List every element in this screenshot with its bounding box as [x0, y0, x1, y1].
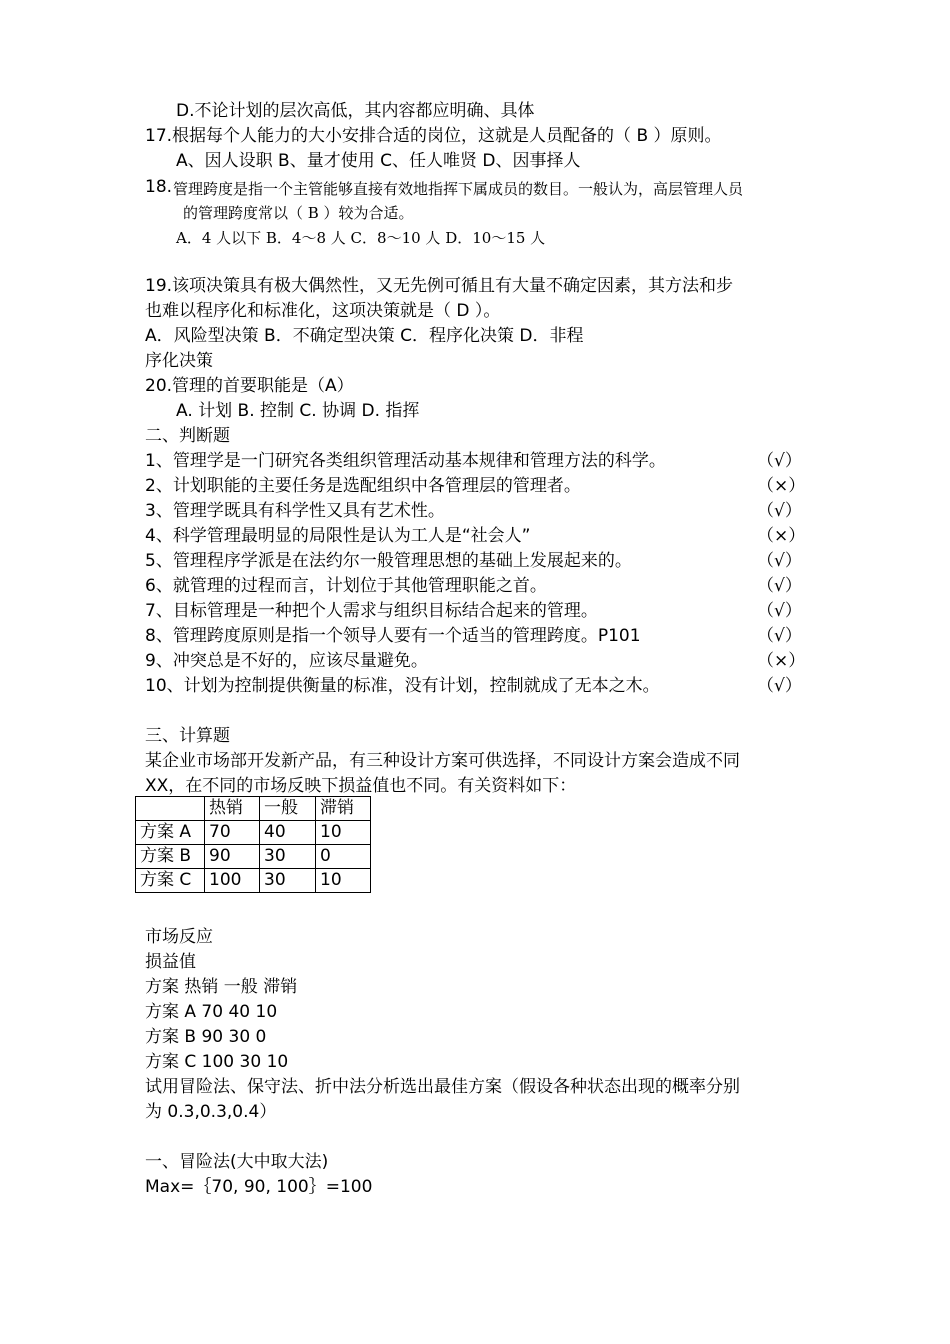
- after-table-line: 方案 B 90 30 0: [145, 1027, 267, 1047]
- q19-options: A．风险型决策 B．不确定型决策 C．程序化决策 D．非程: [145, 326, 584, 346]
- section3-title: 三、计算题: [145, 726, 230, 746]
- method1-formula: Max=｛70, 90, 100｝=100: [145, 1177, 373, 1197]
- judgment-item: 8、管理跨度原则是指一个领导人要有一个适当的管理跨度。P101: [145, 626, 641, 646]
- table-cell: 40: [260, 821, 316, 845]
- section3-intro-line1: 某企业市场部开发新产品，有三种设计方案可供选择，不同设计方案会造成不同: [145, 751, 740, 771]
- table-row: [136, 845, 371, 869]
- judgment-item: 5、管理程序学派是在法约尔一般管理思想的基础上发展起来的。: [145, 551, 632, 571]
- q18-number: 18.: [145, 177, 173, 197]
- table-cell: 方案 C: [136, 869, 205, 893]
- q18-options: A．4 人以下 B．4～8 人 C．8～10 人 D．10～15 人: [176, 229, 546, 247]
- judgment-mark: （√）: [757, 601, 802, 621]
- payoff-table: [135, 796, 371, 893]
- table-header-cell: 一般: [260, 797, 316, 821]
- q18-question-line2: 的管理跨度常以（ B ）较为合适。: [183, 204, 414, 222]
- section2-title: 二、判断题: [145, 426, 230, 446]
- q20-question: 20.管理的首要职能是（A）: [145, 376, 354, 396]
- after-table-line: 市场反应: [145, 927, 213, 947]
- section3-intro-line2: XX，在不同的市场反映下损益值也不同。有关资料如下：: [145, 776, 577, 796]
- judgment-mark: （×）: [757, 526, 806, 546]
- judgment-item: 1、管理学是一门研究各类组织管理活动基本规律和管理方法的科学。: [145, 451, 666, 471]
- judgment-mark: （√）: [757, 576, 802, 596]
- judgment-mark: （√）: [757, 676, 802, 696]
- judgment-item: 7、目标管理是一种把个人需求与组织目标结合起来的管理。: [145, 601, 598, 621]
- table-header-cell: [136, 797, 205, 821]
- judgment-mark: （×）: [757, 651, 806, 671]
- q19-question-line1: 19.该项决策具有极大偶然性，又无先例可循且有大量不确定因素，其方法和步: [145, 276, 734, 296]
- table-header-cell: 热销: [205, 797, 260, 821]
- after-table-line: 方案 C 100 30 10: [145, 1052, 289, 1072]
- table-cell: 90: [205, 845, 260, 869]
- table-cell: 方案 A: [136, 821, 205, 845]
- table-header-row: [136, 797, 371, 821]
- judgment-mark: （√）: [757, 451, 802, 471]
- judgment-mark: （√）: [757, 501, 802, 521]
- judgment-item: 2、计划职能的主要任务是选配组织中各管理层的管理者。: [145, 476, 581, 496]
- table-cell: 30: [260, 845, 316, 869]
- table-row: [136, 821, 371, 845]
- q20-options: A. 计划 B. 控制 C. 协调 D. 指挥: [176, 401, 420, 421]
- q19-options-cont: 序化决策: [145, 351, 213, 371]
- q17-options: A、因人设职 B、量才使用 C、任人唯贤 D、因事择人: [176, 151, 581, 171]
- after-table-line: 试用冒险法、保守法、折中法分析选出最佳方案（假设各种状态出现的概率分别: [145, 1077, 740, 1097]
- judgment-mark: （√）: [757, 551, 802, 571]
- table-row: [136, 869, 371, 893]
- judgment-item: 9、冲突总是不好的，应该尽量避免。: [145, 651, 428, 671]
- q17-question: 17.根据每个人能力的大小安排合适的岗位，这就是人员配备的（ B ）原则。: [145, 126, 722, 146]
- table-cell: 10: [316, 821, 371, 845]
- after-table-line: 为 0.3,0.3,0.4）: [145, 1102, 277, 1122]
- table-cell: 0: [316, 845, 371, 869]
- judgment-item: 10、计划为控制提供衡量的标准，没有计划，控制就成了无本之木。: [145, 676, 660, 696]
- table-cell: 30: [260, 869, 316, 893]
- table-header-cell: 滞销: [316, 797, 371, 821]
- q16-option-d: D.不论计划的层次高低，其内容都应明确、具体: [176, 101, 535, 121]
- judgment-item: 6、就管理的过程而言，计划位于其他管理职能之首。: [145, 576, 547, 596]
- judgment-item: 4、科学管理最明显的局限性是认为工人是“社会人”: [145, 526, 531, 546]
- method1-title: 一、冒险法(大中取大法): [145, 1152, 329, 1172]
- table-cell: 70: [205, 821, 260, 845]
- after-table-line: 方案 A 70 40 10: [145, 1002, 278, 1022]
- q19-question-line2: 也难以程序化和标准化，这项决策就是（ D ）。: [145, 301, 501, 321]
- q18-question-line1: 管理跨度是指一个主管能够直接有效地指挥下属成员的数目。一般认为，高层管理人员: [173, 180, 744, 198]
- table-cell: 方案 B: [136, 845, 205, 869]
- judgment-item: 3、管理学既具有科学性又具有艺术性。: [145, 501, 445, 521]
- table-cell: 100: [205, 869, 260, 893]
- judgment-mark: （√）: [757, 626, 802, 646]
- table-cell: 10: [316, 869, 371, 893]
- judgment-mark: （×）: [757, 476, 806, 496]
- after-table-line: 方案 热销 一般 滞销: [145, 977, 298, 997]
- after-table-line: 损益值: [145, 952, 196, 972]
